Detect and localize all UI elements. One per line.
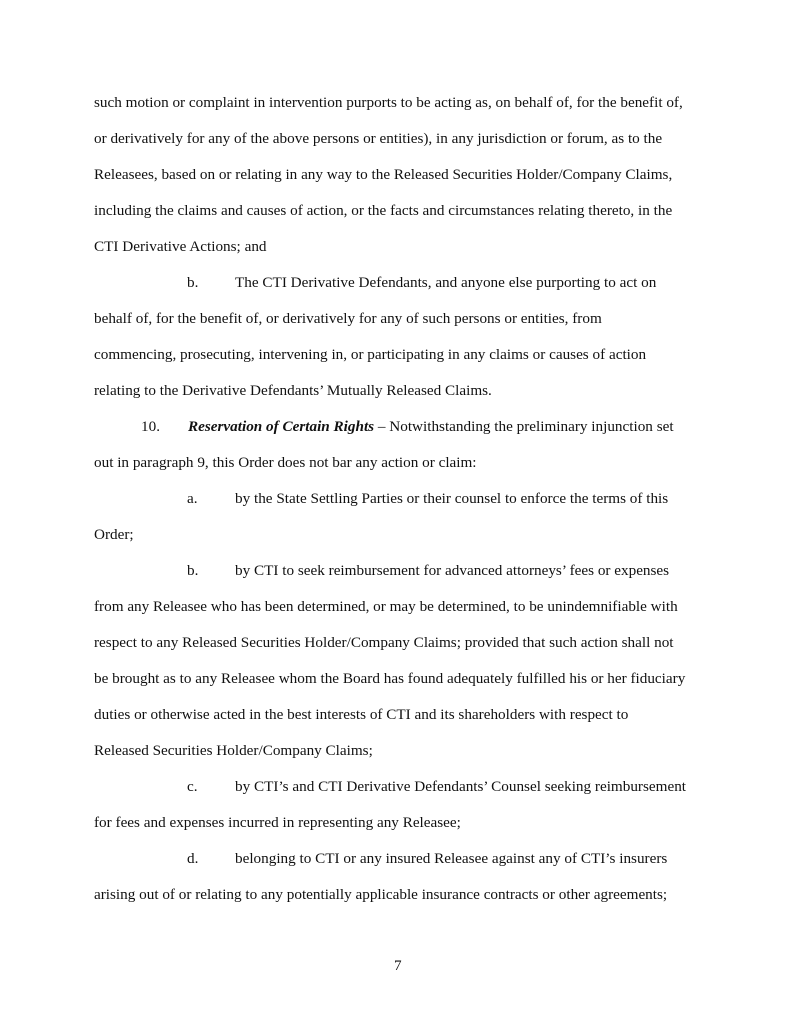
text-line: by CTI to seek reimbursement for advanced attorneys’ fees or expenses [235, 562, 670, 579]
text-line: by the State Settling Parties or their counsel to enforce the terms of this [235, 490, 669, 507]
list-label: b. [187, 274, 199, 291]
text-line: Releasees, based on or relating in any way to the Released Securities Holder/Company Claims, [94, 166, 673, 183]
text-line: including the claims and causes of action, or the facts and circumstances relating thereto, in the [94, 202, 673, 219]
text-line: from any Releasee who has been determined, or may be determined, to be unindemnifiable with [94, 598, 678, 615]
text-line: by CTI’s and CTI Derivative Defendants’ Counsel seeking reimbursement [235, 778, 687, 795]
text-line: be brought as to any Releasee whom the Board has found adequately fulfilled his or her fiduciary [94, 670, 686, 687]
list-label: b. [187, 562, 199, 579]
text-line: such motion or complaint in intervention purports to be acting as, on behalf of, for the benefit of, [94, 94, 683, 111]
text-line: belonging to CTI or any insured Releasee against any of CTI’s insurers [235, 850, 668, 867]
page-number: 7 [394, 957, 402, 974]
section-heading: Reservation of Certain Rights [188, 418, 375, 435]
paragraph-number: 10. [141, 418, 160, 435]
list-label: d. [187, 850, 199, 867]
text-line: behalf of, for the benefit of, or derivatively for any of such persons or entities, from [94, 310, 602, 327]
text-line [188, 418, 674, 436]
text-line: CTI Derivative Actions; and [94, 238, 267, 255]
text-line: arising out of or relating to any potentially applicable insurance contracts or other agreements; [94, 886, 668, 903]
text-line: Released Securities Holder/Company Claims; [94, 742, 373, 759]
text-line: The CTI Derivative Defendants, and anyone else purporting to act on [235, 274, 657, 291]
text-line: out in paragraph 9, this Order does not bar any action or claim: [94, 454, 477, 471]
text-line: duties or otherwise acted in the best interests of CTI and its shareholders with respect to [94, 706, 629, 723]
text-line: respect to any Released Securities Holder/Company Claims; provided that such action shall not [94, 634, 674, 651]
text-line: commencing, prosecuting, intervening in, or participating in any claims or causes of action [94, 346, 647, 363]
list-label: a. [187, 490, 198, 507]
text-line: for fees and expenses incurred in representing any Releasee; [94, 814, 461, 831]
text-line: or derivatively for any of the above persons or entities), in any jurisdiction or forum, as to the [94, 130, 663, 147]
text-line: relating to the Derivative Defendants’ Mutually Released Claims. [94, 382, 492, 399]
heading-continuation: – Notwithstanding the preliminary injunction set [374, 418, 674, 435]
list-label: c. [187, 778, 198, 795]
text-line: Order; [94, 526, 134, 543]
